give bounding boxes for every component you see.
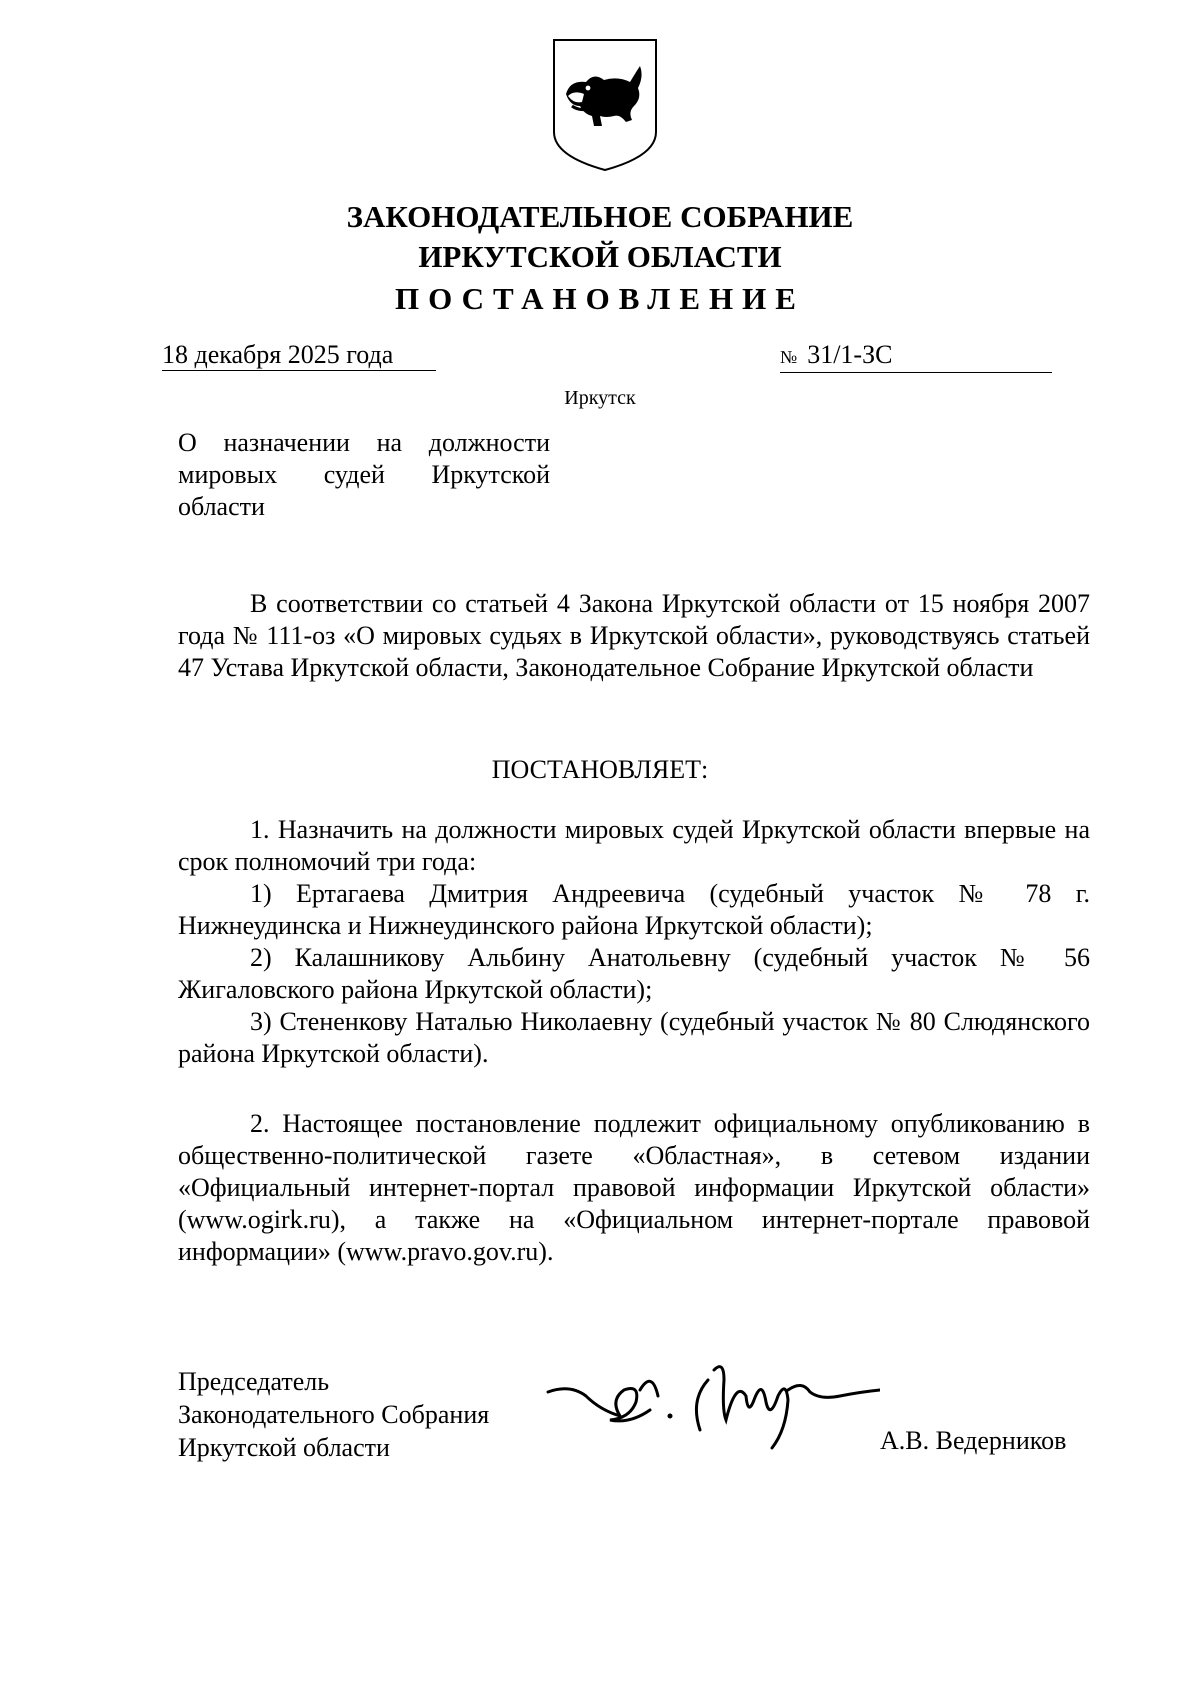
document-city: Иркутск <box>564 387 636 409</box>
irkutsk-coat-of-arms-icon <box>548 36 662 174</box>
list-item: 1) Ертагаева Дмитрия Андреевича (судебный участок № 78 г. Нижнеудинска и Нижнеудинского района Иркутской области); <box>178 879 1090 940</box>
number-prefix: № <box>780 347 798 367</box>
signatory-name: А.В. Ведерников <box>880 1426 1067 1455</box>
document-date: 18 декабря 2025 года <box>162 340 436 371</box>
preamble-text: В соответствии со статьей 4 Закона Иркутской области от 15 ноября 2007 года № 111-оз «О мировых судьях в Иркутской области», руководствуясь статьей 47 Устава Иркутской области, Законодательное Собрание Иркутской области <box>178 589 1090 682</box>
header-title-line2: ИРКУТСКОЙ ОБЛАСТИ <box>418 239 782 274</box>
position-line: Иркутской области <box>178 1433 390 1462</box>
resolves-heading: ПОСТАНОВЛЯЕТ: <box>491 755 709 784</box>
header-title-line1: ЗАКОНОДАТЕЛЬНОЕ СОБРАНИЕ <box>346 199 854 234</box>
document-number-field <box>780 340 1052 373</box>
position-line: Председатель <box>178 1367 330 1396</box>
position-line: Законодательного Собрания <box>178 1400 490 1429</box>
handwritten-signature-icon <box>540 1340 880 1450</box>
item2-block <box>178 1108 1090 1268</box>
item1-text: 1. Назначить на должности мировых судей Иркутской области впервые на срок полномочий три года: <box>178 815 1090 876</box>
preamble-block <box>178 588 1090 684</box>
list-item: 3) Стененкову Наталью Николаевну (судебный участок № 80 Слюдянского района Иркутской области). <box>178 1007 1090 1068</box>
item1-block <box>178 814 1090 1070</box>
document-subject: О назначении на должности мировых судей Иркутской области <box>178 428 550 521</box>
item2-text: 2. Настоящее постановление подлежит официальному опубликованию в общественно-политической газете «Областная», в сетевом издании «Официальный интернет-портал правовой информации Иркутской области» (www.ogirk.ru), а также на «Официальном интернет-портале правовой информации» (www.pravo.gov.ru). <box>178 1109 1090 1266</box>
signatory-position <box>178 1365 489 1464</box>
document-type-title: ПОСТАНОВЛЕНИЕ <box>395 281 805 316</box>
list-item: 2) Калашникову Альбину Анатольевну (судебный участок № 56 Жигаловского района Иркутской области); <box>178 943 1090 1004</box>
document-number: 31/1-ЗС <box>807 340 893 369</box>
